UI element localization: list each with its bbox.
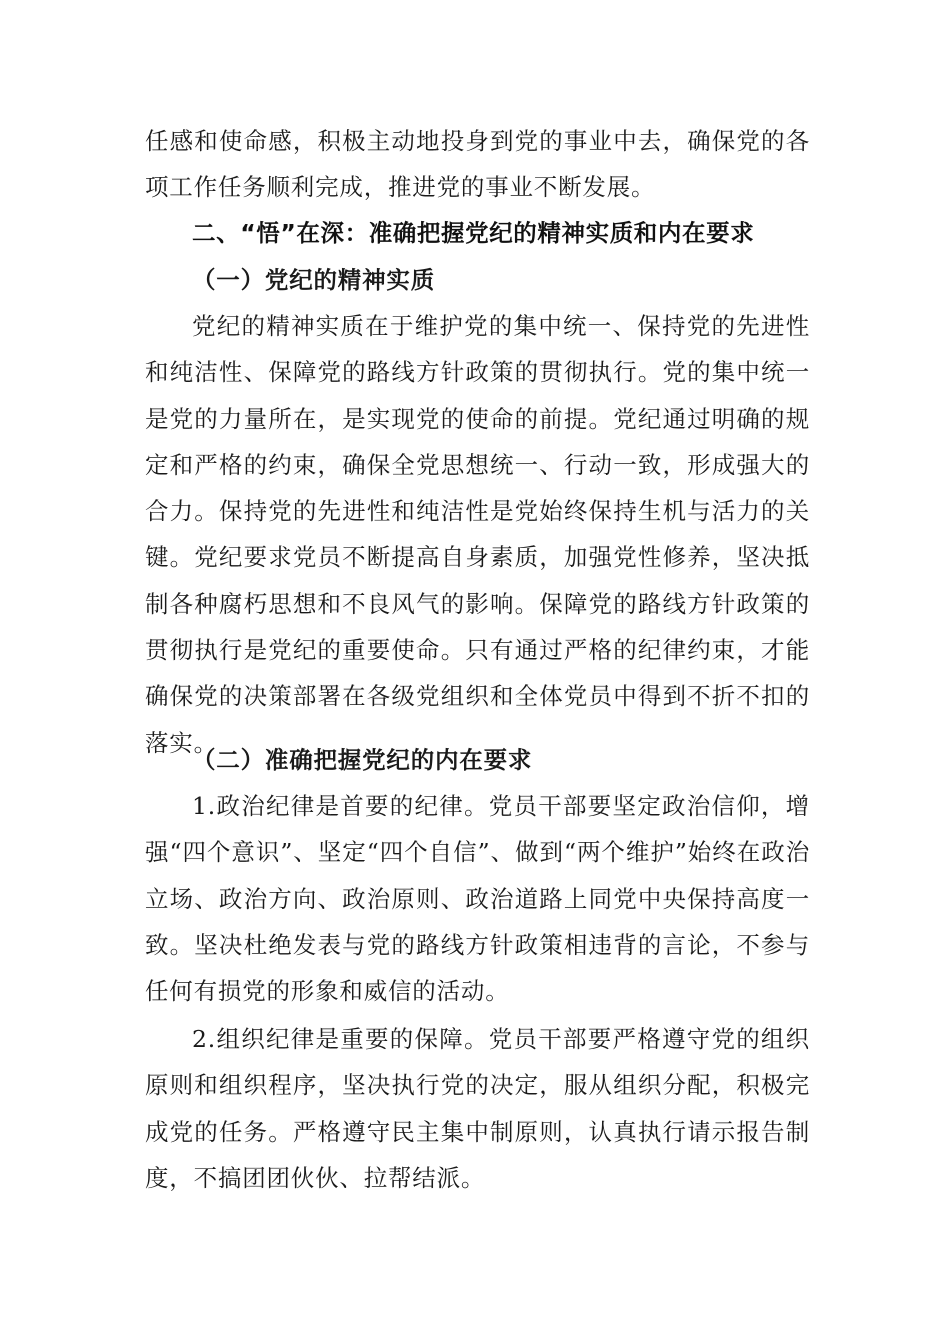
political-discipline-item: 1.政治纪律是首要的纪律。党员干部要坚定政治信仰，增强“四个意识”、坚定“四个自信”、做到“两个维护”始终在政治立场、政治方向、政治原则、政治道路上同党中央保持高度一致。坚决杜绝发表与党的路线方针政策相违背的言论，不参与任何有损党的形象和威信的活动。 (145, 792, 810, 1006)
subsection-one-heading: （一）党纪的精神实质 (192, 266, 435, 294)
section-two-heading: 二、“悟”在深：准确把握党纪的精神实质和内在要求 (192, 219, 755, 247)
continued-paragraph: 任感和使命感，积极主动地投身到党的事业中去，确保党的各项工作任务顺利完成，推进党的事业不断发展。 (145, 127, 810, 202)
organizational-discipline-item: 2.组织纪律是重要的保障。党员干部要严格遵守党的组织原则和组织程序，坚决执行党的决定，服从组织分配，积极完成党的任务。严格遵守民主集中制原则，认真执行请示报告制度，不搞团团伙伙、拉帮结派。 (145, 1025, 810, 1192)
subsection-two-heading: （二）准确把握党纪的内在要求 (192, 746, 533, 774)
subsection-one-body: 党纪的精神实质在于维护党的集中统一、保持党的先进性和纯洁性、保障党的路线方针政策的贯彻执行。党的集中统一是党的力量所在，是实现党的使命的前提。党纪通过明确的规定和严格的约束，确保全党思想统一、行动一致，形成强大的合力。保持党的先进性和纯洁性是党始终保持生机与活力的关键。党纪要求党员不断提高自身素质，加强党性修养，坚决抵制各种腐朽思想和不良风气的影响。保障党的路线方针政策的贯彻执行是党纪的重要使命。只有通过严格的纪律约束，才能确保党的决策部署在各级党组织和全体党员中得到不折不扣的落实。 (145, 312, 810, 757)
